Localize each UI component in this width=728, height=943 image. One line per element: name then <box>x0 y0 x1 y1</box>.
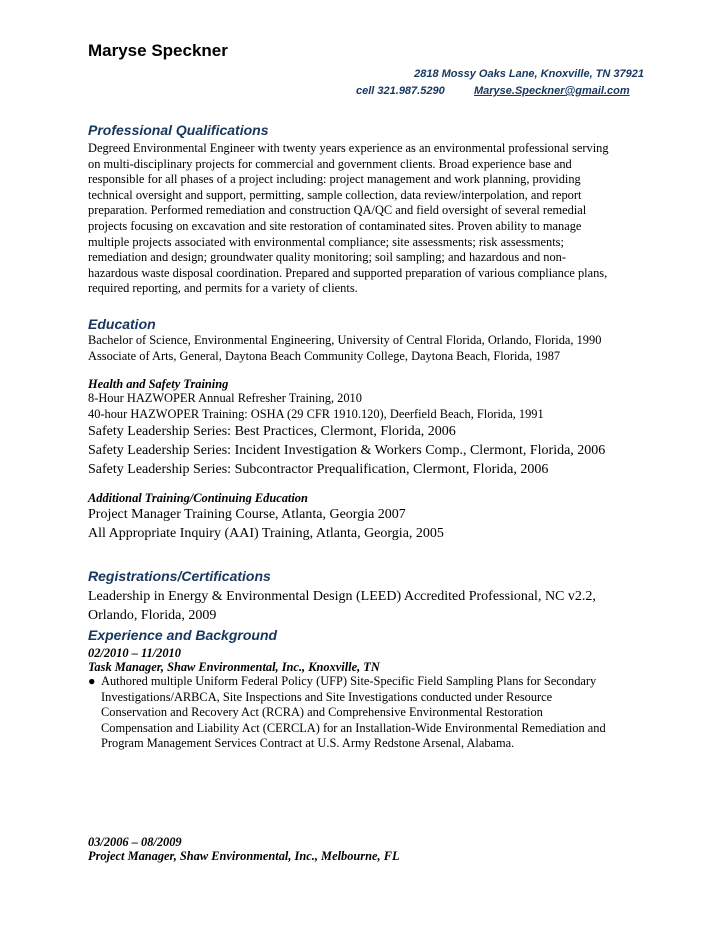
job-entry <box>88 835 648 863</box>
bullet-icon: ● <box>88 674 96 688</box>
job-title: Task Manager, Shaw Environmental, Inc., Knoxville, TN <box>88 660 380 674</box>
education-heading: Education <box>88 316 156 332</box>
summary-line: responsible for all phases of a project including: project management and work planning, providing <box>88 172 581 187</box>
experience-heading: Experience and Background <box>88 627 278 643</box>
job-dates: 02/2010 – 11/2010 <box>88 646 181 660</box>
training-item: 8-Hour HAZWOPER Annual Refresher Training, 2010 <box>88 391 362 405</box>
training-item: Project Manager Training Course, Atlanta, Georgia 2007 <box>88 507 406 522</box>
additional-training-section <box>88 491 648 543</box>
address: 2818 Mossy Oaks Lane, Knoxville, TN 37921 <box>414 68 644 80</box>
summary-line: required reporting, and permits for a variety of clients. <box>88 281 358 296</box>
candidate-name: Maryse Speckner <box>88 41 228 60</box>
training-item: 40-hour HAZWOPER Training: OSHA (29 CFR 1910.120), Deerfield Beach, Florida, 1991 <box>88 406 544 421</box>
training-item: All Appropriate Inquiry (AAI) Training, Atlanta, Georgia, 2005 <box>88 526 444 541</box>
summary-line: multiple projects associated with environmental compliance; site assessments; risk assessments; <box>88 234 564 249</box>
certification-line: Orlando, Florida, 2009 <box>88 608 217 623</box>
summary-line: Degreed Environmental Engineer with twenty years experience as an environmental professional serving <box>88 141 609 155</box>
bullet-line: Program Management Services Contract at U.S. Army Redstone Arsenal, Alabama. <box>101 736 515 751</box>
job-entry <box>88 646 648 752</box>
qualifications-heading: Professional Qualifications <box>88 122 269 138</box>
degree-item: Bachelor of Science, Environmental Engineering, University of Central Florida, Orlando, Florida, 1990 <box>88 333 602 347</box>
certification-line: Leadership in Energy & Environmental Design (LEED) Accredited Professional, NC v2.2, <box>88 589 596 604</box>
degree-item: Associate of Arts, General, Daytona Beach Community College, Daytona Beach, Florida, 1987 <box>88 348 561 363</box>
job-title: Project Manager, Shaw Environmental, Inc., Melbourne, FL <box>88 849 400 863</box>
bullet-line: Conservation and Recovery Act (RCRA) and Comprehensive Environmental Restoration <box>101 705 543 720</box>
email-link[interactable]: Maryse.Speckner@gmail.com <box>474 85 630 97</box>
training-item: Safety Leadership Series: Incident Investigation & Workers Comp., Clermont, Florida, 2006 <box>88 443 606 459</box>
bullet-line: Compensation and Liability Act (CERCLA) for an Installation-Wide Environmental Remediation and <box>101 720 606 735</box>
job-bullet <box>88 674 648 752</box>
summary-line: hazardous waste disposal coordination. Prepared and supported preparation of various compliance plans, <box>88 265 608 280</box>
additional-training-heading: Additional Training/Continuing Education <box>88 491 308 505</box>
qualifications-summary <box>88 141 648 297</box>
phone-number: cell 321.987.5290 <box>356 85 445 97</box>
registrations-section <box>88 567 648 625</box>
education-section <box>88 315 648 364</box>
summary-line: technical oversight and support, permitting, sample collection, data review/interpolation, and report <box>88 187 582 202</box>
safety-training-section <box>88 377 648 479</box>
summary-line: preparation. Performed remediation and construction QA/QC and field oversight of several remedial <box>88 203 587 218</box>
training-item: Safety Leadership Series: Subcontractor Prequalification, Clermont, Florida, 2006 <box>88 462 549 478</box>
safety-training-heading: Health and Safety Training <box>88 377 229 391</box>
summary-line: on multi-disciplinary projects for commercial and government clients. Broad experience base and <box>88 156 572 171</box>
qualifications-section <box>88 121 648 297</box>
bullet-line: Authored multiple Uniform Federal Policy (UFP) Site-Specific Field Sampling Plans for Secondary <box>101 674 597 688</box>
registrations-heading: Registrations/Certifications <box>88 568 271 584</box>
summary-line: projects focusing on excavation and site restoration of contaminated sites. Proven ability to manage <box>88 218 582 233</box>
training-item: Safety Leadership Series: Best Practices, Clermont, Florida, 2006 <box>88 424 456 440</box>
bullet-line: Investigations/ARBCA, Site Inspections and Site Investigations conducted under Resource <box>101 689 553 704</box>
job-dates: 03/2006 – 08/2009 <box>88 835 182 849</box>
experience-section <box>88 626 648 752</box>
summary-line: remediation and design; groundwater quality monitoring; soil sampling; and hazardous and non- <box>88 250 566 265</box>
